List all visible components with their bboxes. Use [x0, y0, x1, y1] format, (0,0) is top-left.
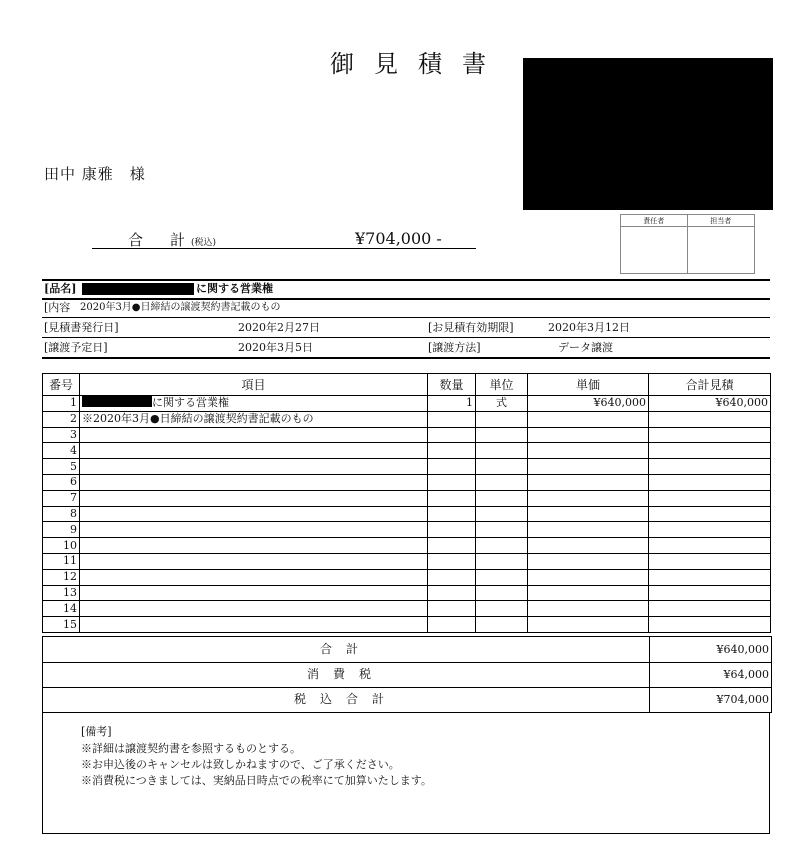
tax-label: 消費税: [43, 662, 650, 687]
row-number: 2: [43, 411, 80, 427]
row-quantity: [428, 601, 476, 617]
row-amount: [649, 585, 771, 601]
row-unit: [476, 474, 528, 490]
approval-stamp-box: [620, 214, 755, 274]
row-unit-price: [528, 601, 649, 617]
items-table: [42, 373, 771, 633]
row-number: 5: [43, 459, 80, 475]
redacted-product-name: [82, 283, 194, 295]
contents-label: [内容: [44, 301, 71, 314]
row-number: 6: [43, 474, 80, 490]
product-value: に関する営業権: [196, 282, 273, 295]
row-amount: [649, 617, 771, 633]
contents-value: 2020年3月●日締結の譲渡契約書記載のもの: [80, 302, 281, 313]
row-unit: 式: [476, 396, 528, 412]
issue-date-value: 2020年2月27日: [238, 321, 320, 334]
table-row: [43, 506, 771, 522]
row-item: [80, 396, 428, 412]
table-row: [43, 396, 771, 412]
table-row: [43, 490, 771, 506]
row-quantity: [428, 459, 476, 475]
row-item: [80, 538, 428, 554]
remarks-box: [42, 712, 770, 834]
row-unit-price: [528, 617, 649, 633]
row-unit-price: [528, 585, 649, 601]
row-unit: [476, 617, 528, 633]
row-unit-price: [528, 459, 649, 475]
header-total: 合計見積: [649, 374, 771, 396]
table-header-row: [43, 374, 771, 396]
stamp-in-charge-label: 担当者: [688, 215, 755, 227]
header-unit: 単位: [476, 374, 528, 396]
row-amount: [649, 411, 771, 427]
divider: [42, 357, 770, 359]
row-unit: [476, 601, 528, 617]
row-number: 1: [43, 396, 80, 412]
table-row: [43, 443, 771, 459]
row-quantity: [428, 411, 476, 427]
row-item: [80, 569, 428, 585]
grand-total-label: 税込合計: [43, 687, 650, 712]
row-amount: [649, 459, 771, 475]
row-unit-price: [528, 490, 649, 506]
row-number: 10: [43, 538, 80, 554]
tax-row: [42, 662, 772, 688]
validity-label: [お見積有効期限]: [428, 321, 514, 334]
row-item: [80, 443, 428, 459]
contents-row: [42, 299, 770, 316]
row-amount: [649, 490, 771, 506]
row-number: 9: [43, 522, 80, 538]
row-unit-price: [528, 474, 649, 490]
row-amount: [649, 427, 771, 443]
table-row: [43, 617, 771, 633]
stamp-in-charge-cell: [688, 227, 755, 273]
row-item: [80, 459, 428, 475]
row-number: 7: [43, 490, 80, 506]
row-item: [80, 474, 428, 490]
row-number: 14: [43, 601, 80, 617]
row-number: 11: [43, 553, 80, 569]
row-unit-price: [528, 443, 649, 459]
row-item: [80, 601, 428, 617]
row-item: [80, 506, 428, 522]
transfer-date-label: [譲渡予定日]: [44, 341, 108, 354]
row-unit: [476, 427, 528, 443]
row-quantity: 1: [428, 396, 476, 412]
remarks-line: ※詳細は譲渡契約書を参照するものとする。: [81, 742, 301, 755]
validity-value: 2020年3月12日: [548, 321, 630, 334]
grand-total-value: ¥704,000: [716, 693, 769, 706]
row-unit: [476, 569, 528, 585]
dates-row: [42, 319, 770, 336]
row-unit-price: [528, 411, 649, 427]
remarks-line: ※消費税につきましては、実納品日時点での税率にて加算いたします。: [81, 774, 432, 787]
transfer-row: [42, 339, 770, 356]
row-quantity: [428, 506, 476, 522]
header-unit-price: 単価: [528, 374, 649, 396]
remarks-line: ※お申込後のキャンセルは致しかねますので、ご了承ください。: [81, 758, 400, 771]
recipient-name: 田中 康雅 様: [44, 165, 146, 183]
table-row: [43, 601, 771, 617]
row-item: [80, 617, 428, 633]
table-row: [43, 585, 771, 601]
row-unit-price: [528, 538, 649, 554]
divider: [42, 317, 770, 318]
table-body: [43, 396, 771, 633]
info-block: [42, 279, 770, 359]
row-amount: [649, 522, 771, 538]
row-quantity: [428, 490, 476, 506]
row-unit-price: ¥640,000: [528, 396, 649, 412]
stamp-responsible-label: 責任者: [621, 215, 688, 227]
document-title: 御見積書: [330, 50, 506, 78]
transfer-date-value: 2020年3月5日: [238, 341, 313, 354]
row-unit: [476, 490, 528, 506]
row-quantity: [428, 443, 476, 459]
row-unit: [476, 411, 528, 427]
table-row: [43, 427, 771, 443]
row-unit-price: [528, 506, 649, 522]
row-unit: [476, 538, 528, 554]
header-number: 番号: [43, 374, 80, 396]
row-item: [80, 490, 428, 506]
row-unit-price: [528, 553, 649, 569]
divider: [42, 337, 770, 338]
header-item: 項目: [80, 374, 428, 396]
table-row: [43, 474, 771, 490]
transfer-method-label: [譲渡方法]: [428, 341, 481, 354]
table-row: [43, 522, 771, 538]
row-item: [80, 585, 428, 601]
row-amount: [649, 538, 771, 554]
row-quantity: [428, 474, 476, 490]
table-row: [43, 411, 771, 427]
table-row: [43, 553, 771, 569]
row-item: [80, 427, 428, 443]
row-amount: [649, 569, 771, 585]
redacted-item-name: [82, 396, 152, 407]
remarks-heading: [備考]: [81, 725, 112, 738]
total-label: 合 計(税込): [128, 231, 217, 249]
table-row: [43, 538, 771, 554]
row-quantity: [428, 617, 476, 633]
row-number: 12: [43, 569, 80, 585]
row-unit: [476, 506, 528, 522]
row-item-text: に関する営業権: [152, 396, 229, 410]
row-amount: [649, 553, 771, 569]
row-unit-price: [528, 427, 649, 443]
transfer-method-value: データ譲渡: [558, 341, 613, 354]
row-number: 15: [43, 617, 80, 633]
row-unit: [476, 459, 528, 475]
table-row: [43, 459, 771, 475]
row-amount: [649, 474, 771, 490]
subtotal-row: [42, 636, 772, 663]
row-quantity: [428, 427, 476, 443]
redacted-block: [523, 58, 773, 210]
row-unit-price: [528, 522, 649, 538]
row-quantity: [428, 553, 476, 569]
row-unit: [476, 585, 528, 601]
row-item: ※2020年3月●日締結の譲渡契約書記載のもの: [80, 411, 428, 427]
row-item: [80, 553, 428, 569]
row-amount: [649, 601, 771, 617]
total-underline: [92, 248, 476, 249]
issue-date-label: [見積書発行日]: [44, 321, 119, 334]
row-number: 3: [43, 427, 80, 443]
grand-total-row: [42, 687, 772, 713]
stamp-responsible-cell: [621, 227, 688, 273]
row-quantity: [428, 538, 476, 554]
row-quantity: [428, 522, 476, 538]
product-row: [42, 280, 770, 297]
row-number: 13: [43, 585, 80, 601]
row-quantity: [428, 585, 476, 601]
row-item: [80, 522, 428, 538]
row-unit: [476, 553, 528, 569]
row-unit: [476, 522, 528, 538]
tax-value: ¥64,000: [723, 668, 769, 681]
subtotal-label: 合計: [43, 637, 650, 662]
row-amount: [649, 443, 771, 459]
row-unit-price: [528, 569, 649, 585]
row-unit: [476, 443, 528, 459]
header-quantity: 数量: [428, 374, 476, 396]
row-number: 4: [43, 443, 80, 459]
row-amount: [649, 506, 771, 522]
total-amount: ¥704,000 -: [355, 229, 442, 248]
table-row: [43, 569, 771, 585]
row-number: 8: [43, 506, 80, 522]
subtotal-value: ¥640,000: [716, 643, 769, 656]
row-amount: ¥640,000: [649, 396, 771, 412]
row-quantity: [428, 569, 476, 585]
product-label: [品名]: [44, 282, 77, 295]
